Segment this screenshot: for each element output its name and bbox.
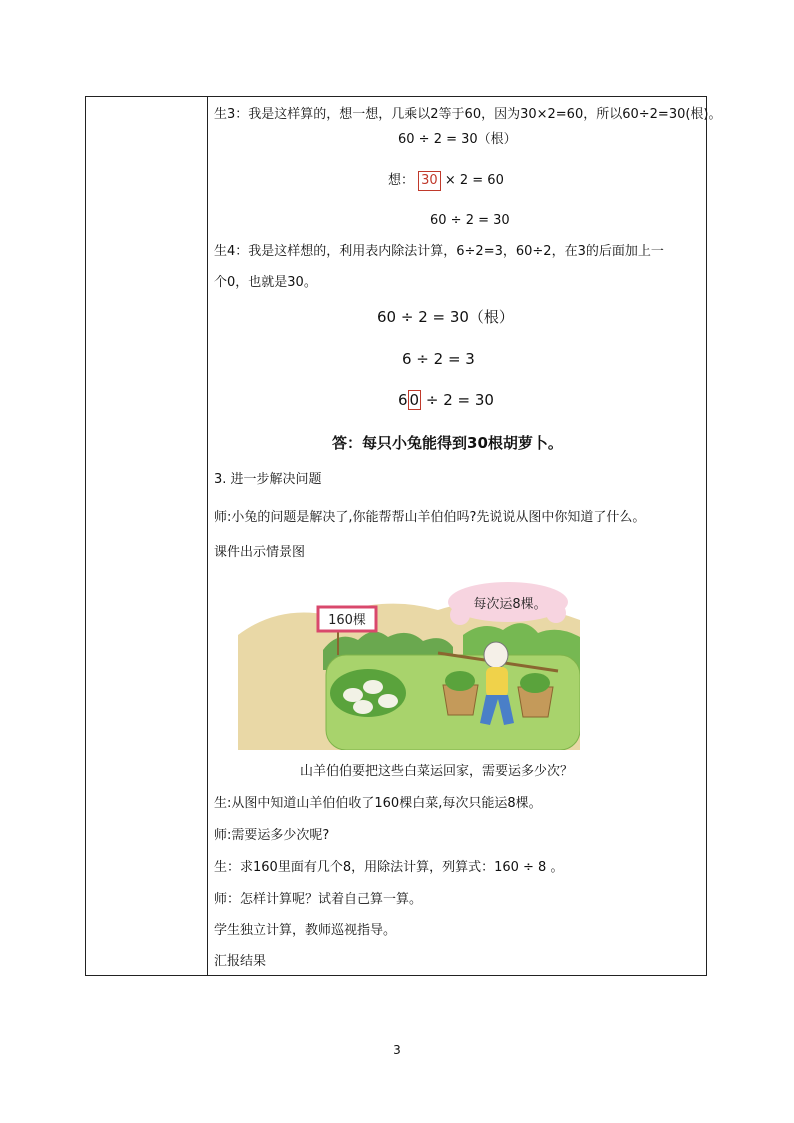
- student-line-2: 生：求160里面有几个8，用除法计算，列算式：160 ÷ 8 。: [214, 860, 564, 875]
- student4-line-a: 生4：我是这样想的，利用表内除法计算，6÷2=3，60÷2，在3的后面加上一: [214, 244, 664, 259]
- column-divider: [207, 97, 208, 975]
- basket-right-cabbage: [520, 673, 550, 693]
- student4-line-b: 个0，也就是30。: [214, 275, 317, 290]
- content-cell: [214, 97, 722, 975]
- cabbage-2: [363, 680, 383, 694]
- think-box: 30: [418, 171, 441, 191]
- lesson-table: [85, 96, 722, 976]
- think-label: 想：: [388, 173, 415, 188]
- page-number: 3: [393, 1043, 401, 1057]
- eq2-zero-box: 0: [409, 391, 420, 409]
- cabbage-4: [353, 700, 373, 714]
- bubble-text: 每次运8棵。: [473, 597, 547, 612]
- think-rest: × 2 = 60: [444, 173, 504, 188]
- report-line: 汇报结果: [214, 954, 267, 969]
- goat-head: [484, 642, 508, 668]
- cabbage-3: [378, 694, 398, 708]
- teacher-line-1: 师:小兔的问题是解决了,你能帮帮山羊伯伯吗?先说说从图中你知道了什么。: [214, 510, 646, 525]
- eq2-line3-rest: ÷ 2 = 30: [425, 391, 494, 409]
- eq2-line3: [398, 389, 494, 411]
- independent-line: 学生独立计算，教师巡视指导。: [214, 923, 397, 938]
- eq2-line1: 60 ÷ 2 = 30（根）: [377, 308, 514, 326]
- student-line-1: 生:从图中知道山羊伯伯收了160棵白菜,每次只能运8棵。: [214, 796, 542, 811]
- courseware-line: 课件出示情景图: [214, 545, 306, 560]
- basket-left-cabbage: [445, 671, 475, 691]
- answer-line: 答：每只小兔能得到30根胡萝卜。: [332, 434, 563, 452]
- teacher-line-2: 师:需要运多少次呢?: [214, 828, 330, 843]
- goat-shirt: [486, 667, 508, 697]
- eq1-line1: 60 ÷ 2 = 30（根）: [398, 132, 517, 147]
- bubble-puff-1: [450, 605, 470, 625]
- scene-illustration: [238, 575, 580, 750]
- step3-heading: 3. 进一步解决问题: [214, 472, 322, 487]
- eq2-line2: 6 ÷ 2 = 3: [402, 350, 475, 368]
- eq1-think: [388, 170, 504, 192]
- teacher-line-3: 师：怎样计算呢？试着自己算一算。: [214, 892, 423, 907]
- cabbage-1: [343, 688, 363, 702]
- eq2-line3-prefix: 6: [398, 391, 408, 409]
- scene-caption: 山羊伯伯要把这些白菜运回家，需要运多少次？: [300, 764, 574, 779]
- eq1-line3: 60 ÷ 2 = 30: [430, 213, 510, 228]
- student3-line: 生3：我是这样算的，想一想，几乘以2等于60，因为30×2=60，所以60÷2=30(根)。: [214, 107, 722, 122]
- sign-text: 160棵: [328, 613, 366, 628]
- bubble-puff-2: [546, 603, 566, 623]
